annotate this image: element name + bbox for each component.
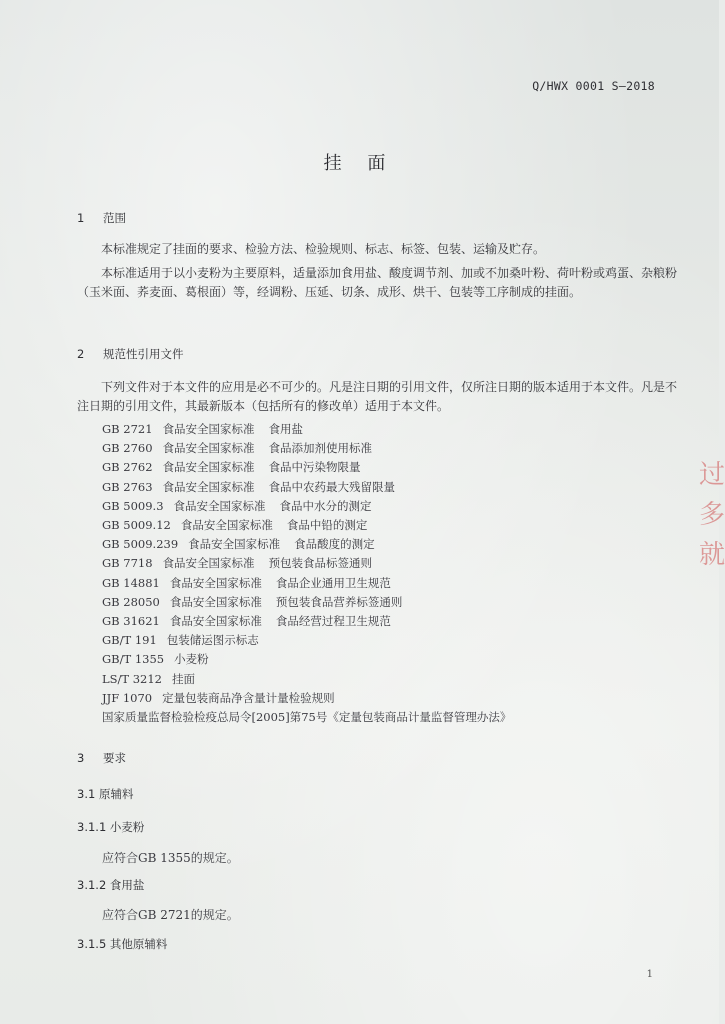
list-item: JJF 1070 定量包装商品净含量计量检验规则 bbox=[102, 690, 335, 705]
section-3-heading bbox=[77, 750, 126, 766]
list-item: GB 7718 食品安全国家标准 预包装食品标签通则 bbox=[102, 556, 373, 571]
section-number: 3 bbox=[77, 751, 85, 765]
section-1-heading bbox=[77, 210, 126, 226]
document-title: 挂 面 bbox=[323, 153, 396, 174]
list-item: GB/T 191 包装储运图示标志 bbox=[102, 633, 259, 648]
subsection-3-1-2-text: 应符合GB 2721的规定。 bbox=[102, 908, 239, 922]
red-seal-stamp: 过 多 就 bbox=[699, 460, 725, 570]
list-item: GB 2762 食品安全国家标准 食品中污染物限量 bbox=[102, 460, 361, 475]
section-number: 2 bbox=[77, 347, 85, 361]
subsection-3-1-5-heading: 3.1.5 其他原辅料 bbox=[77, 937, 168, 951]
list-item: LS/T 3212 挂面 bbox=[102, 671, 195, 686]
list-item: 国家质量监督检验检疫总局令[2005]第75号《定量包装商品计量监督管理办法》 bbox=[102, 710, 512, 725]
list-item: GB 5009.3 食品安全国家标准 食品中水分的测定 bbox=[102, 498, 372, 513]
scope-paragraph-2: 本标准适用于以小麦粉为主要原料，适量添加食用盐、酸度调节剂、加或不加桑叶粉、荷叶粉或鸡蛋、杂粮粉（玉米面、荞麦面、葛根面）等，经调粉、压延、切条、成形、烘干、包装等工序制成的挂面。 bbox=[77, 266, 678, 299]
section-title: 规范性引用文件 bbox=[103, 347, 184, 361]
list-item: GB 2763 食品安全国家标准 食品中农药最大残留限量 bbox=[102, 479, 396, 494]
references-intro: 下列文件对于本文件的应用是必不可少的。凡是注日期的引用文件，仅所注日期的版本适用于本文件。凡是不注日期的引用文件，其最新版本（包括所有的修改单）适用于本文件。 bbox=[77, 380, 678, 413]
section-title: 要求 bbox=[103, 751, 126, 765]
subsection-3-1-1-text: 应符合GB 1355的规定。 bbox=[102, 851, 239, 865]
section-2-heading bbox=[77, 346, 184, 362]
list-item: GB 5009.239 食品安全国家标准 食品酸度的测定 bbox=[102, 537, 375, 552]
list-item: GB 2760 食品安全国家标准 食品添加剂使用标准 bbox=[102, 441, 373, 456]
scope-paragraph-1: 本标准规定了挂面的要求、检验方法、检验规则、标志、标签、包装、运输及贮存。 bbox=[101, 242, 546, 256]
list-item: GB 31621 食品安全国家标准 食品经营过程卫生规范 bbox=[102, 614, 391, 629]
list-item: GB 14881 食品安全国家标准 食品企业通用卫生规范 bbox=[102, 575, 391, 590]
subsection-3-1-2-heading: 3.1.2 食用盐 bbox=[77, 878, 145, 892]
page-number: 1 bbox=[646, 969, 653, 980]
list-item: GB 28050 食品安全国家标准 预包装食品营养标签通则 bbox=[102, 594, 403, 609]
reference-list bbox=[102, 420, 511, 727]
section-number: 1 bbox=[77, 211, 85, 225]
list-item: GB/T 1355 小麦粉 bbox=[102, 652, 209, 667]
list-item: GB 2721 食品安全国家标准 食用盐 bbox=[102, 422, 304, 436]
subsection-3-1-1-heading: 3.1.1 小麦粉 bbox=[77, 820, 145, 834]
subsection-3-1-heading: 3.1 原辅料 bbox=[77, 787, 134, 801]
list-item: GB 5009.12 食品安全国家标准 食品中铅的测定 bbox=[102, 518, 368, 533]
document-code: Q/HWX 0001 S—2018 bbox=[532, 79, 655, 93]
section-title: 范围 bbox=[103, 211, 126, 225]
